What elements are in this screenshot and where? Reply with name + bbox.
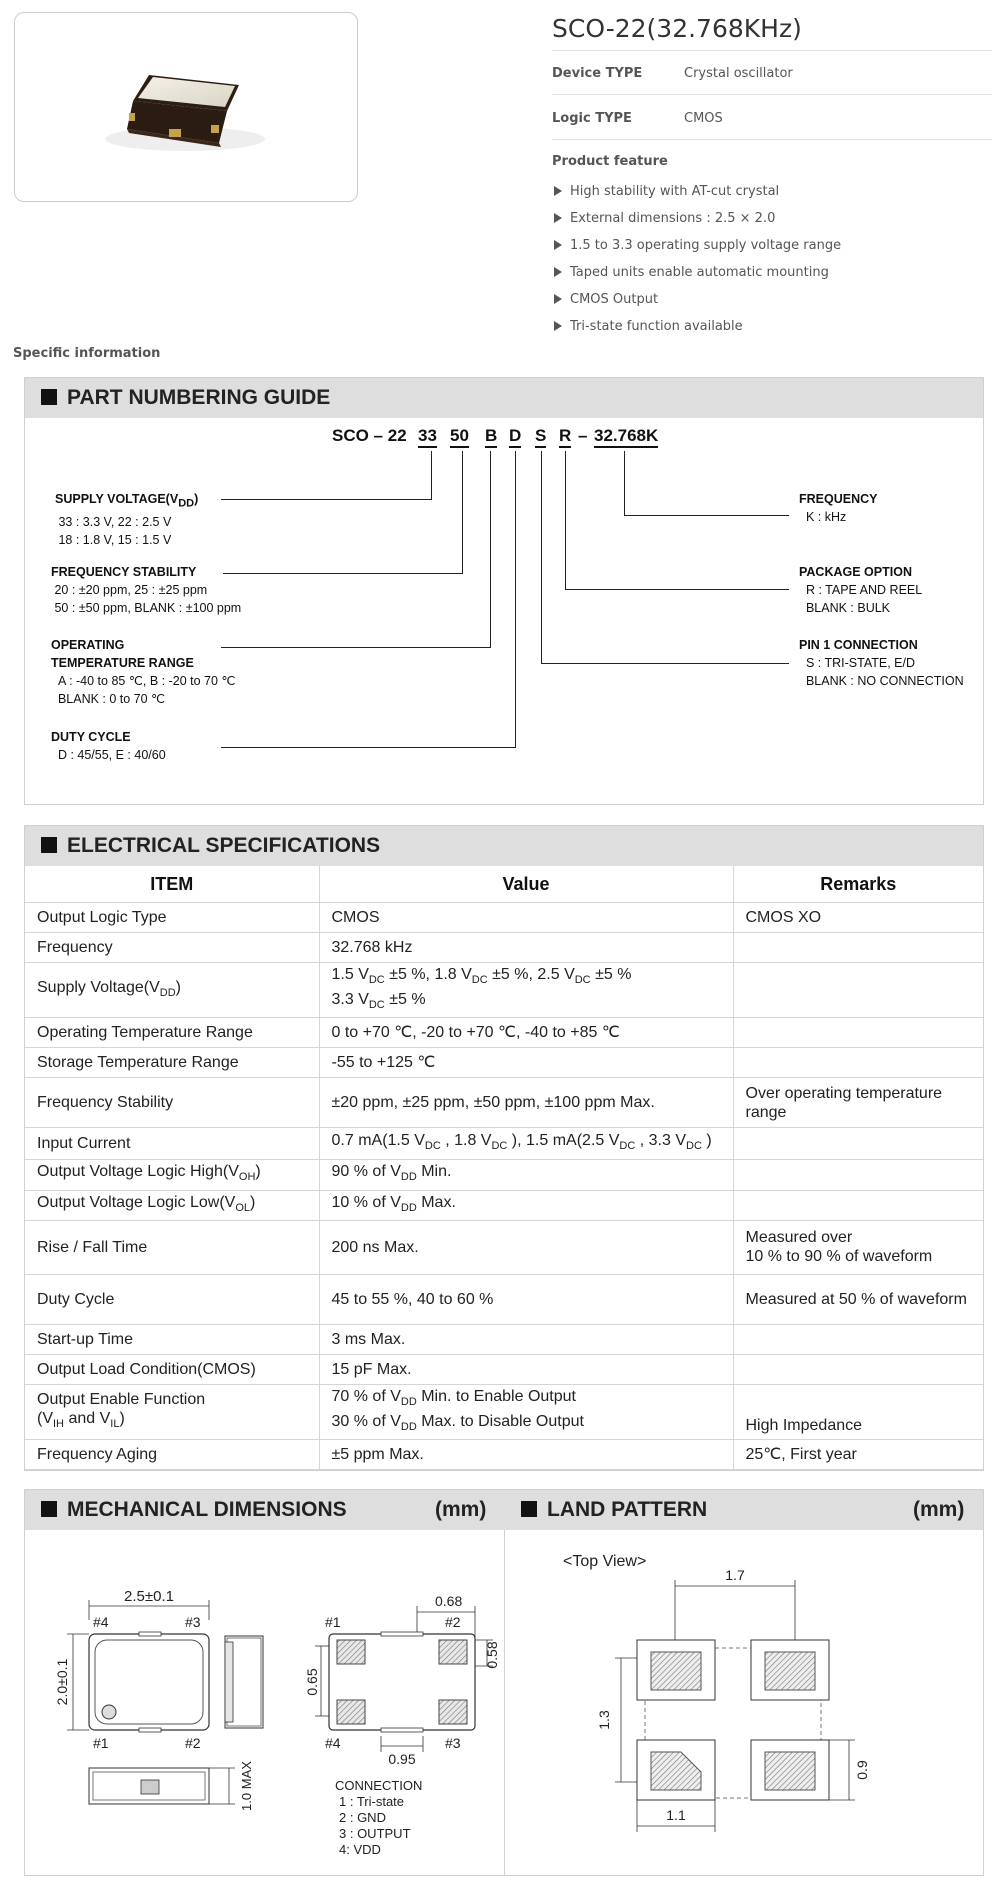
item-cell: Supply $Voltage(V_{DD})$ [25, 963, 319, 1018]
table-header-row [25, 866, 983, 903]
triangle-bullet-icon [554, 213, 562, 223]
code-package: R [559, 426, 571, 448]
frequency-label: FREQUENCY K : kHz [799, 492, 878, 524]
table-row [25, 1324, 983, 1354]
value-cell: 70 % of $V_{DD}$ Min. to Enable Output 30 % of $V_{DD}$ Max. to Disable Output [319, 1384, 733, 1439]
product-photo [14, 12, 358, 202]
triangle-bullet-icon [554, 321, 562, 331]
value-cell: -55 to +125 ℃ [319, 1048, 733, 1078]
value-cell: 3 ms Max. [319, 1324, 733, 1354]
item-cell: Output Load Condition(CMOS) [25, 1354, 319, 1384]
code-voltage: 33 [418, 426, 437, 448]
square-bullet-icon [41, 1501, 57, 1517]
mechanical-drawing [25, 1530, 503, 1875]
connector-line [221, 499, 432, 500]
remark-cell [733, 1018, 983, 1048]
table-row [25, 1078, 983, 1128]
divider [552, 94, 992, 95]
table-row [25, 1220, 983, 1274]
value-cell: 15 pF Max. [319, 1354, 733, 1384]
table-row [25, 1384, 983, 1439]
feature-item: High stability with AT-cut crystal [554, 184, 779, 199]
code-dash: – [578, 426, 588, 445]
item-cell: Operating Temperature Range [25, 1018, 319, 1048]
triangle-bullet-icon [554, 294, 562, 304]
device-type-label: Device TYPE [552, 66, 643, 81]
square-bullet-icon [521, 1501, 537, 1517]
dim-width: 2.5±0.1 [124, 1588, 174, 1605]
value-cell: 45 to 55 %, 40 to 60 % [319, 1274, 733, 1324]
value-cell: 10 % of $V_{DD}$ Max. [319, 1190, 733, 1220]
code-stability: 50 [450, 426, 469, 448]
connector-line [221, 647, 491, 648]
frequency-stability-label: FREQUENCY STABILITY 20 : ±20 ppm, 25 : ±25 ppm 50 : ±50 ppm, BLANK : ±100 ppm [51, 565, 242, 615]
electrical-spec-section [24, 825, 984, 1471]
pin1-connection-label: PIN 1 CONNECTION S : TRI-STATE, E/D BLANK : NO CONNECTION [799, 638, 964, 688]
remark-cell: CMOS XO [733, 903, 983, 933]
table-row [25, 1354, 983, 1384]
specific-information-heading: Specific information [13, 346, 161, 361]
code-temp: B [485, 426, 497, 448]
connector-line [565, 589, 789, 590]
item-cell: Frequency Stability [25, 1078, 319, 1128]
value-cell: 1.5 $V_{DC} \pm 5$ %, 1.8 $V_{DC} \pm 5$ %, 2.5 $V_{DC} \pm 5$ % 3.3 $V_{DC} \pm 5$ % [319, 963, 733, 1018]
triangle-bullet-icon [554, 267, 562, 277]
value-cell: 200 ns Max. [319, 1220, 733, 1274]
connector-line [541, 663, 789, 664]
land-heading: LAND PATTERN [547, 1498, 708, 1521]
feature-item: Taped units enable automatic mounting [554, 265, 829, 280]
table-row [25, 933, 983, 963]
top-view-label: <Top View> [563, 1553, 647, 1570]
dim-1-3: 1.3 [596, 1710, 612, 1730]
pin-label: #4 [93, 1614, 109, 1630]
column-header: ITEM [25, 866, 319, 903]
remark-cell: Over operating temperature range [733, 1078, 983, 1128]
value-cell: 90 % of $V_{DD}$ Min. [319, 1160, 733, 1190]
section-header: PART NUMBERING GUIDE [25, 378, 983, 418]
remark-cell: Measured at 50 % of waveform [733, 1274, 983, 1324]
pin-label: #1 [93, 1735, 109, 1751]
feature-item: External dimensions : 2.5 × 2.0 [554, 211, 775, 226]
dim-pad-w: 0.68 [435, 1593, 463, 1609]
mechanical-heading: MECHANICAL DIMENSIONS [67, 1498, 347, 1521]
table-row [25, 1440, 983, 1470]
item-cell: Input Current [25, 1128, 319, 1160]
remark-cell: 25℃, First year [733, 1440, 983, 1470]
connector-line [624, 451, 625, 515]
code-frequency: 32.768K [594, 426, 658, 448]
connector-line [490, 451, 491, 647]
item-cell: Output Voltage Logic $High(V_{OH})$ [25, 1160, 319, 1190]
connector-line [221, 747, 516, 748]
package-option-label: PACKAGE OPTION R : TAPE AND REEL BLANK : BULK [799, 565, 923, 615]
table-row [25, 1048, 983, 1078]
land-pattern-drawing [505, 1530, 983, 1875]
table-row [25, 903, 983, 933]
supply-voltage-label: SUPPLY $VOLTAGE(V_{DD})$ 33 : 3.3 V, 22 : 2.5 V 18 : 1.8 V, 15 : 1.5 V [55, 492, 199, 547]
remark-cell [733, 1324, 983, 1354]
item-cell: Output Enable Function ($V_{IH}$ and $V_{IL}$) [25, 1384, 319, 1439]
electrical-spec-table [25, 866, 983, 1470]
connector-line [515, 451, 516, 747]
column-header: Remarks [733, 866, 983, 903]
remark-cell [733, 933, 983, 963]
value-cell: 0 to +70 ℃, -20 to +70 ℃, -40 to +85 ℃ [319, 1018, 733, 1048]
mechanical-land-section [24, 1489, 984, 1876]
section-header [25, 1490, 983, 1530]
item-cell: Frequency [25, 933, 319, 963]
item-cell: Storage Temperature Range [25, 1048, 319, 1078]
triangle-bullet-icon [554, 186, 562, 196]
connector-line [541, 451, 542, 663]
remark-cell [733, 1160, 983, 1190]
square-bullet-icon [41, 837, 57, 853]
connection-item: 4: VDD [339, 1842, 381, 1857]
dim-height: 2.0±0.1 [54, 1658, 70, 1706]
connector-line [565, 451, 566, 589]
item-cell: Output Logic Type [25, 903, 319, 933]
divider [552, 139, 992, 140]
item-cell: Rise / Fall Time [25, 1220, 319, 1274]
remark-cell [733, 1128, 983, 1160]
pin-label: #2 [185, 1735, 201, 1751]
part-numbering-section [24, 377, 984, 805]
connector-line [431, 451, 432, 499]
table-row [25, 1274, 983, 1324]
dim-0-9: 0.9 [854, 1760, 870, 1780]
connector-line [624, 515, 789, 516]
remark-cell: Measured over 10 % to 90 % of waveform [733, 1220, 983, 1274]
remark-cell: High Impedance [733, 1384, 983, 1439]
value-cell: ±20 ppm, ±25 ppm, ±50 ppm, ±100 ppm Max. [319, 1078, 733, 1128]
remark-cell [733, 963, 983, 1018]
value-cell: ±5 ppm Max. [319, 1440, 733, 1470]
table-row [25, 1190, 983, 1220]
logic-type-label: Logic TYPE [552, 111, 632, 126]
land-heading-wrap [521, 1490, 707, 1530]
table-row [25, 963, 983, 1018]
land-unit: (mm) [913, 1498, 965, 1521]
value-cell: 32.768 kHz [319, 933, 733, 963]
divider [552, 50, 992, 51]
item-cell: Frequency Aging [25, 1440, 319, 1470]
dim-pad-pitch-v: 0.65 [304, 1668, 320, 1696]
logic-type-value: CMOS [684, 111, 723, 126]
item-cell: Output Voltage Logic $Low(V_{OL})$ [25, 1190, 319, 1220]
connection-item: 2 : GND [339, 1810, 386, 1825]
section-header: ELECTRICAL SPECIFICATIONS [25, 826, 983, 866]
connection-item: 3 : OUTPUT [339, 1826, 411, 1841]
pin-label: #4 [325, 1735, 341, 1751]
dim-1-7: 1.7 [725, 1567, 745, 1583]
dim-thickness: 1.0 MAX [239, 1761, 254, 1811]
square-bullet-icon [41, 389, 57, 405]
feature-item: CMOS Output [554, 292, 658, 307]
crystal-oscillator-image [15, 13, 357, 201]
remark-cell [733, 1190, 983, 1220]
triangle-bullet-icon [554, 240, 562, 250]
connection-title: CONNECTION [335, 1778, 423, 1793]
table-row [25, 1160, 983, 1190]
dim-1-1: 1.1 [666, 1807, 686, 1823]
connector-line [223, 573, 463, 574]
code-duty: D [509, 426, 521, 448]
value-cell: 0.7 mA(1.5 $V_{DC}$ , 1.8 $V_{DC}$ ), 1.5 mA(2.5 $V_{DC}$ , 3.3 $V_{DC}$ ) [319, 1128, 733, 1160]
connector-line [462, 451, 463, 573]
mechanical-unit: (mm) [435, 1498, 487, 1521]
dim-pad-h: 0.58 [484, 1641, 500, 1669]
item-cell: Start-up Time [25, 1324, 319, 1354]
item-cell: Duty Cycle [25, 1274, 319, 1324]
product-title: SCO-22(32.768KHz) [552, 14, 802, 43]
table-row [25, 1128, 983, 1160]
pin-label: #3 [185, 1614, 201, 1630]
column-header: Value [319, 866, 733, 903]
feature-item: Tri-state function available [554, 319, 743, 334]
device-type-value: Crystal oscillator [684, 66, 793, 81]
remark-cell [733, 1048, 983, 1078]
code-prefix: SCO – 22 [332, 426, 407, 445]
pin-label: #1 [325, 1614, 341, 1630]
product-feature-heading: Product feature [552, 154, 668, 169]
remark-cell [733, 1354, 983, 1384]
table-row [25, 1018, 983, 1048]
feature-item: 1.5 to 3.3 operating supply voltage range [554, 238, 841, 253]
duty-cycle-label: DUTY CYCLE D : 45/55, E : 40/60 [51, 730, 166, 762]
connection-item: 1 : Tri-state [339, 1794, 405, 1809]
value-cell: CMOS [319, 903, 733, 933]
pin-label: #2 [445, 1614, 461, 1630]
operating-temperature-label: OPERATING TEMPERATURE RANGE A : -40 to 85 ℃, B : -20 to 70 ℃ BLANK : 0 to 70 ℃ [51, 638, 236, 706]
pin-label: #3 [445, 1735, 461, 1751]
code-pin1: S [535, 426, 546, 448]
dim-pad-pitch-h: 0.95 [388, 1751, 416, 1767]
